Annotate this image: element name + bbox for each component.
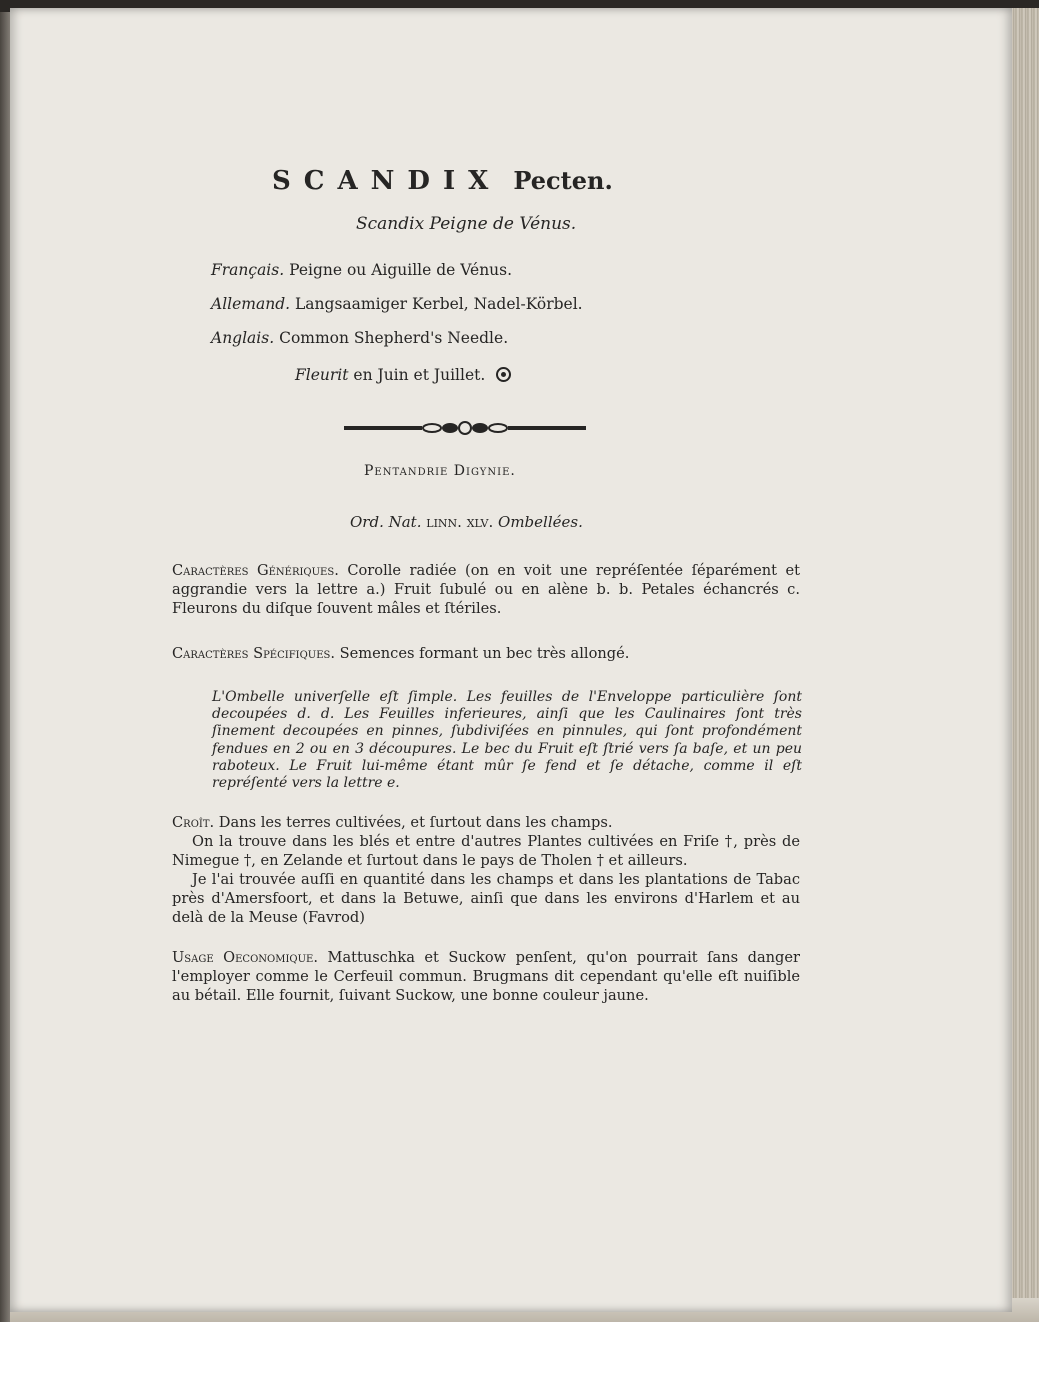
- book-page: [10, 8, 1012, 1312]
- linnaean-class: Pentandrie Digynie.: [364, 463, 516, 479]
- german-lang-label: Allemand.: [211, 295, 291, 313]
- french-name-line: [211, 261, 512, 279]
- habitat-p2: On la trouve dans les blés et entre d'autres Plantes cultivées en Friſe †, près de Nimegue †, en Zelande et ſurtout dans le pays de Tholen † et ailleurs.: [172, 833, 800, 869]
- english-lang-label: Anglais.: [211, 329, 275, 347]
- german-name: Langsaamiger Kerbel, Nadel-Körbel.: [295, 295, 583, 313]
- annual-plant-symbol-icon: [496, 367, 511, 382]
- french-name: Peigne ou Aiguille de Vénus.: [289, 261, 513, 279]
- english-name: Common Shepherd's Needle.: [279, 329, 509, 347]
- usage-lead: Usage Oeconomique.: [172, 949, 318, 966]
- usage-text: Mattuschka et Suckow penſent, qu'on pourrait ſans danger l'employer comme le Cerfeuil commun. Brugmans dit cependant qu'elle eſt nuiſible au bétail. Elle fournit, ſuivant Suckow, une bonne couleur jaune.: [172, 949, 801, 1004]
- botanical-description: L'Ombelle univerſelle eſt ſimple. Les feuilles de l'Enveloppe particulière ſont decoupées d. d. Les Feuilles inferieures, ainſi que les Caulinaires ſont très ſinement decoupées en pinnes, ſubdiviſées en pinnules, qui ſont profondément fendues en 2 ou en 3 découpures. Le bec du Fruit eſt ſtrié vers ſa baſe, et un peu raboteux. Le Fruit lui-même étant mûr ſe fend et ſe détache, comme il eſt repréſenté vers la lettre e.: [212, 689, 802, 792]
- ornamental-rule: [342, 419, 588, 437]
- generic-lead: Caractères Génériques.: [172, 562, 339, 579]
- english-name-line: [211, 329, 508, 347]
- page-title: [272, 166, 613, 196]
- generic-text: Corolle radiée (on en voit une repréſentée ſéparément et aggrandie vers la lettre a.) Fruit ſubulé ou en alène b. b. Petales échancrés c. Fleurons du diſque ſouvent mâles et ſtériles.: [172, 562, 801, 617]
- flowering-text: en Juin et Juillet.: [353, 366, 486, 384]
- specific-lead: Caractères Spécifiques.: [172, 645, 336, 662]
- specific-characters-paragraph: [172, 644, 800, 663]
- flowering-line: [295, 366, 511, 384]
- habitat-line1: Dans les terres cultivées, et ſurtout dans les champs.: [218, 814, 613, 831]
- order-family: Ombellées.: [498, 513, 583, 531]
- economic-use-paragraph: [172, 948, 800, 1005]
- habitat-p3: Je l'ai trouvée auſſi en quantité dans les champs et dans les plantations de Tabac près d'Amersfoort, et dans la Betuwe, ainſi que dans les environs d'Harlem et au delà de la Meuse (Favrod): [172, 871, 800, 926]
- specific-text: Semences formant un bec très allongé.: [339, 645, 630, 662]
- habitat-paragraph: [172, 813, 800, 927]
- title-species: Pecten.: [513, 166, 613, 195]
- title-genus: SCANDIX: [272, 166, 502, 196]
- generic-characters-paragraph: [172, 561, 800, 618]
- order-prefix: Ord. Nat.: [350, 513, 422, 531]
- french-lang-label: Français.: [211, 261, 285, 279]
- page-stack-edge: [1008, 8, 1039, 1322]
- flowering-label: Fleurit: [295, 366, 349, 384]
- habitat-lead: Croît.: [172, 814, 215, 831]
- order-linn: linn. xlv.: [426, 513, 494, 531]
- german-name-line: [211, 295, 583, 313]
- page-subtitle: Scandix Peigne de Vénus.: [356, 214, 577, 234]
- natural-order: [350, 513, 583, 531]
